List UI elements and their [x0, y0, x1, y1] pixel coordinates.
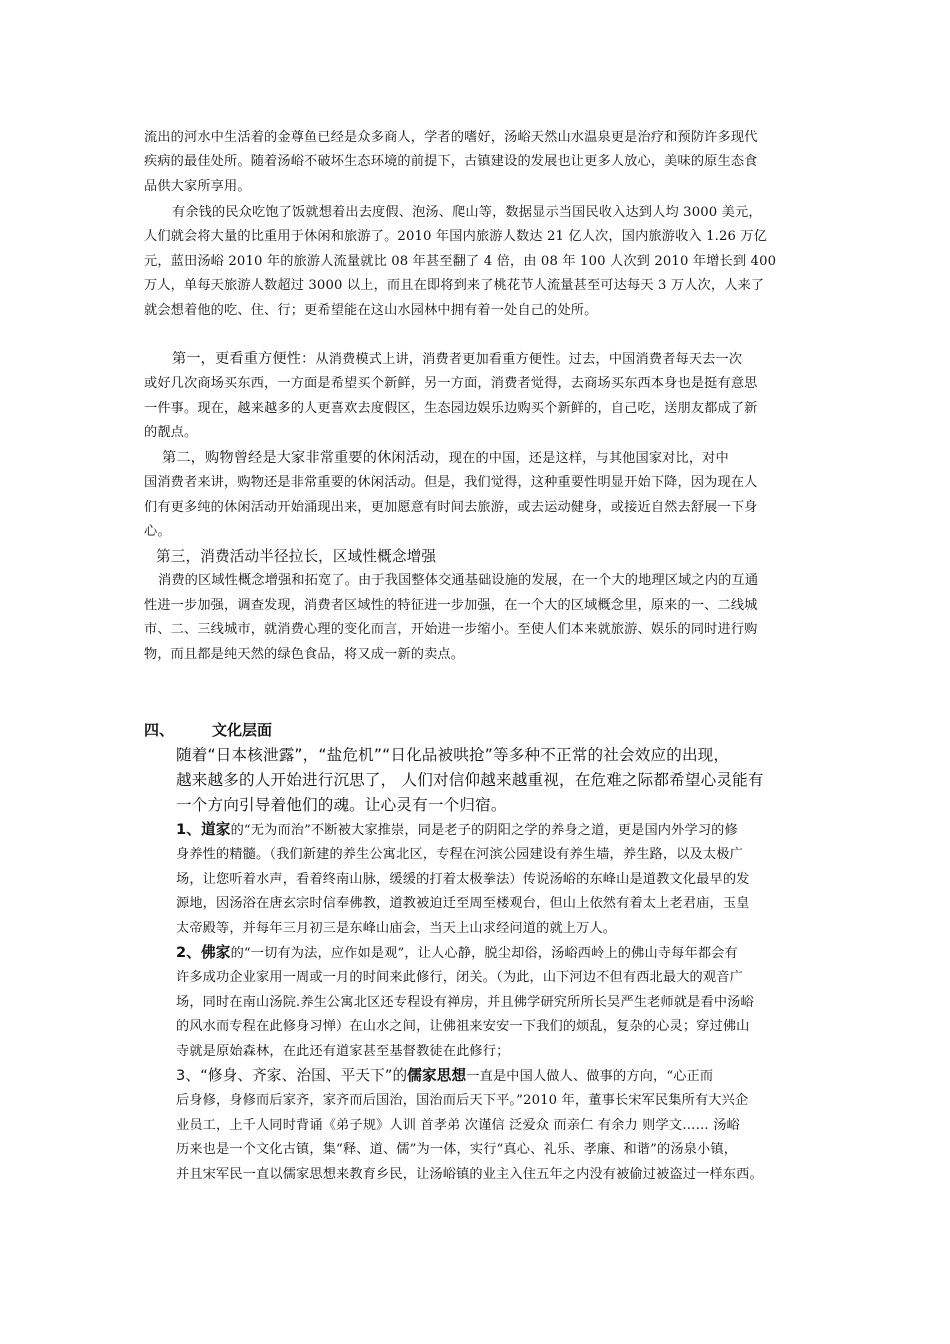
text-line: 一直是中国人做人、做事的方向，“心正而	[466, 1069, 714, 1084]
text-line: 市、二、三线城市，就消费心理的变化而言，开始进一步缩小。至使人们本来就旅游、娱乐的同时进行购	[144, 622, 758, 638]
item-keyword: 道家	[201, 821, 231, 838]
text-line: 消费的区域性概念增强和拓宽了。由于我国整体交通基础设施的发展，在一个大的地理区域之内的互通	[158, 573, 759, 589]
text-line: 并且宋军民一直以儒家思想来教育乡民，让汤峪镇的业主入住五年之内没有被偷过被盗过一样东西。	[176, 1166, 763, 1182]
item-keyword: 儒家思想	[407, 1067, 467, 1084]
text-line: 从消费模式上讲，消费者更加看重方便性。过去，中国消费者每天去一次	[315, 352, 743, 367]
text-line: 们有更多纯的休闲活动开始涌现出来，更加愿意有时间去旅游，或去运动健身，或接近自然去舒展一下身	[144, 499, 758, 515]
text-line: 元，蓝田汤峪 2010 年的旅游人流量就比 08 年甚至翻了 4 倍，由 08 年 100 人次到 2010 年增长到 400	[144, 253, 777, 269]
text-line: 许多成功企业家用一周或一月的时间来此修行，闭关。（为此，山下河边不但有西北最大的观音广	[176, 970, 743, 986]
text-line: 场，同时在南山汤院.养生公寓北区还专程设有禅房，并且佛学研究所所长吴严生老师就是看中汤峪	[176, 994, 754, 1010]
text-line: 场，让您听着水声，看着终南山脉，缓缓的打着太极拳法）传说汤峪的东峰山是道教文化最早的发	[176, 871, 750, 887]
section-heading	[144, 719, 273, 740]
text-line: 或好几次商场买东西，一方面是希望买个新鲜，另一方面，消费者觉得，去商场买东西本身也是挺有意思	[144, 376, 758, 392]
text-line: 国消费者来讲，购物还是非常重要的休闲活动。但是，我们觉得，这种重要性明显开始下降，因为现在人	[144, 475, 758, 491]
text-line: 业员工，上千人同时背诵《弟子规》人训 首孝弟 次谨信 泛爱众 而亲仁 有余力 则学文…… 汤峪	[176, 1117, 740, 1133]
text-line: 后身修，身修而后家齐，家齐而后国治，国治而后天下平。”2010 年，董事长宋军民集所有大兴企	[176, 1093, 749, 1109]
point-3-title: 第三，消费活动半径拉长，区域性概念增强	[156, 548, 437, 565]
text-line: 身养性的精髓。（我们新建的养生公寓北区，专程在河滨公园建设有养生墙，养生路，以及太极广	[176, 847, 743, 863]
text-line: 随着“日本核泄露”，“盐危机”“日化品被哄抢”等多种不正常的社会效应的出现，	[176, 746, 730, 764]
text-line: 源地，因汤浴在唐玄宗时信奉佛教，道教被迫迁至周至楼观台，但山上依然有着太上老君庙，玉皇	[176, 896, 750, 912]
text-line: 就会想着他的吃、住、行；更希望能在这山水园林中拥有着一处自己的处所。	[144, 302, 598, 318]
text-line: 太帝殿等，并每年三月初三是东峰山庙会，当天上山求经问道的就上万人。	[176, 920, 617, 936]
text-line: 性进一步加强，调查发现，消费者区域性的特征进一步加强，在一个大的区域概念里，原来的一、二线城	[144, 597, 758, 613]
paragraph-2	[144, 201, 812, 323]
text-line: 一个方向引导着他们的魂。让心灵有一个归宿。	[176, 796, 507, 814]
point-1-lead: 第一，更看重方便性：	[172, 351, 316, 367]
point-2-lead: 第二，购物曾经是大家非常重要的休闲活动，	[162, 450, 449, 466]
text-line: 越来越多的人开始进行沉思了， 人们对信仰越来越重视，在危难之际都希望心灵能有	[176, 771, 764, 789]
text-line: 品供大家所享用。	[144, 178, 251, 194]
text-line: 现在的中国，还是这样，与其他国家对比，对中	[448, 451, 729, 466]
text-line: 人们就会将大量的比重用于休闲和旅游了。2010 年国内旅游人数达 21 亿人次，国内旅游收入 1.26 万亿	[144, 229, 768, 245]
text-line: 寺就是原始森林，在此还有道家甚至基督教徒在此修行；	[176, 1043, 510, 1059]
item-number: 2、	[176, 944, 202, 961]
paragraph-point-1	[144, 347, 812, 446]
paragraph-point-2	[144, 446, 812, 545]
item-number: 3、	[176, 1067, 201, 1084]
text-line: 一件事。现在，越来越多的人更喜欢去度假区，生态园边娱乐边购买个新鲜的，自己吃，送朋友都成了新	[144, 400, 758, 416]
text-line: 疾病的最佳处所。随着汤峪不破坏生态环境的前提下，古镇建设的发展也让更多人放心，美味的原生态食	[144, 154, 758, 170]
text-line: 有余钱的民众吃饱了饭就想着出去度假、泡汤、爬山等，数据显示当国民收入达到人均 3000 美元，	[172, 205, 762, 220]
paragraph-point-3	[144, 545, 812, 667]
text-line: 的靓点。	[144, 425, 198, 441]
text-line: 物，而且都是纯天然的绿色食品，将又成一新的卖点。	[144, 646, 465, 662]
paragraph-1	[144, 126, 812, 199]
text-line: 心。	[144, 524, 171, 540]
section-title: 文化层面	[212, 721, 273, 739]
item-buddhism	[176, 941, 816, 1064]
text-line: 的风水而专程在此修身习惮）在山水之间，让佛祖来安安一下我们的烦乱，复杂的心灵；穿过佛山	[176, 1019, 750, 1035]
section-number: 四、	[144, 721, 175, 739]
item-daoism	[176, 818, 816, 941]
text-line: 的“一切有为法，应作如是观”，让人心静，脱尘却俗，汤峪西岭上的佛山寺每年都会有	[230, 946, 738, 961]
text-line: 历来也是一个文化古镇，集“释、道、儒”为一体，实行“真心、礼乐、孝廉、和谐”的汤泉小镇，	[176, 1142, 738, 1158]
item-number: 1、	[176, 821, 202, 838]
text-line: 的“无为而治”不断被大家推崇，同是老子的阴阳之学的养身之道，更是国内外学习的修	[230, 823, 738, 838]
text-line: 万人，单每天旅游人数超过 3000 以上，而且在即将到来了桃花节人流量甚至可达每天 3 万人次，人来了	[144, 278, 765, 294]
section-intro	[176, 743, 816, 818]
item-prefix: “修身、齐家、治国、平天下”的	[200, 1067, 408, 1084]
item-confucianism	[176, 1064, 816, 1187]
item-keyword: 佛家	[201, 944, 231, 961]
text-line: 流出的河水中生活着的金尊鱼已经是众多商人，学者的嗜好，汤峪天然山水温泉更是治疗和预防许多现代	[144, 130, 758, 145]
